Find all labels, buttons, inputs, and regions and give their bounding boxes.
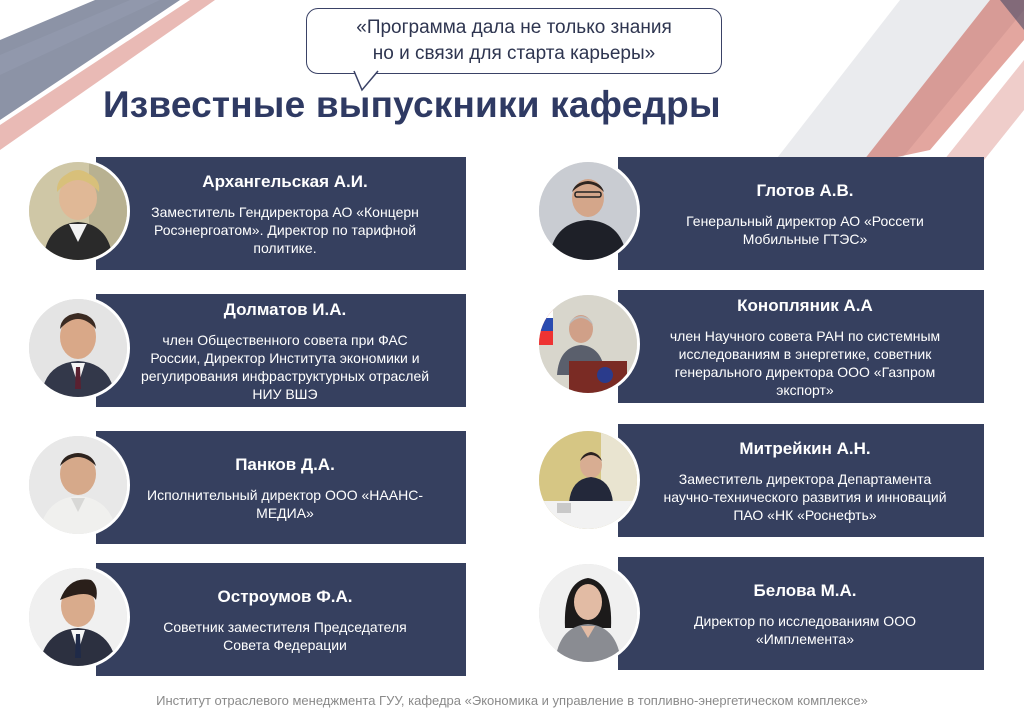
- alumni-card: [618, 157, 984, 270]
- alumni-photo: [536, 159, 640, 263]
- alumni-card: [96, 431, 466, 544]
- page-title: Известные выпускники кафедры: [103, 84, 721, 125]
- alumni-name: Белова М.А.: [753, 580, 857, 600]
- alumni-name: Глотов А.В.: [756, 180, 854, 200]
- alumni-photo: [26, 565, 130, 669]
- alumni-photo: [536, 292, 640, 396]
- alumni-name: Архангельская А.И.: [202, 171, 368, 191]
- alumni-description: Исполнительный директор ООО «НААНС- МЕДИА»: [147, 486, 423, 521]
- alumni-photo: [26, 433, 130, 537]
- alumni-description: Заместитель директора Департамента научно-технического развития и инноваций ПАО «НК «Роснефть»: [663, 470, 947, 523]
- alumni-card: [618, 557, 984, 670]
- quote-line-2: но и связи для старта карьеры»: [372, 43, 656, 64]
- quote-line-1: «Программа дала не только знания: [356, 17, 672, 38]
- alumni-name: Остроумов Ф.А.: [217, 586, 353, 606]
- alumni-description: член Научного совета РАН по системным исследованиям в энергетике, советник генерального директора ООО «Газпром экспорт»: [669, 327, 941, 398]
- quote-bubble: [306, 8, 722, 74]
- alumni-card: [96, 157, 466, 270]
- quote-bubble-tail: [352, 70, 382, 92]
- alumni-photo: [26, 159, 130, 263]
- alumni-card: [618, 424, 984, 537]
- alumni-description: член Общественного совета при ФАС России, Директор Института экономики и регулирования инфраструктурных отраслей НИУ ВШЭ: [140, 331, 430, 402]
- alumni-description: Генеральный директор АО «Россети Мобильные ГТЭС»: [686, 212, 924, 247]
- alumni-photo: [536, 428, 640, 532]
- alumni-description: Заместитель Гендиректора АО «Концерн Росэнергоатом». Директор по тарифной политике.: [151, 203, 419, 256]
- alumni-photo: [536, 561, 640, 665]
- alumni-card: [618, 290, 984, 403]
- alumni-name: Панков Д.А.: [235, 454, 335, 474]
- footer-caption: Институт отраслевого менеджмента ГУУ, кафедра «Экономика и управление в топливно-энергетическом комплексе»: [156, 693, 868, 708]
- alumni-name: Конопляник А.А: [737, 295, 873, 315]
- alumni-description: Советник заместителя Председателя Совета Федерации: [163, 618, 407, 653]
- alumni-photo: [26, 296, 130, 400]
- alumni-description: Директор по исследованиям ООО «Имплемента»: [694, 612, 916, 647]
- alumni-card: [96, 294, 466, 407]
- alumni-card: [96, 563, 466, 676]
- alumni-name: Митрейкин А.Н.: [739, 438, 871, 458]
- alumni-name: Долматов И.А.: [223, 299, 347, 319]
